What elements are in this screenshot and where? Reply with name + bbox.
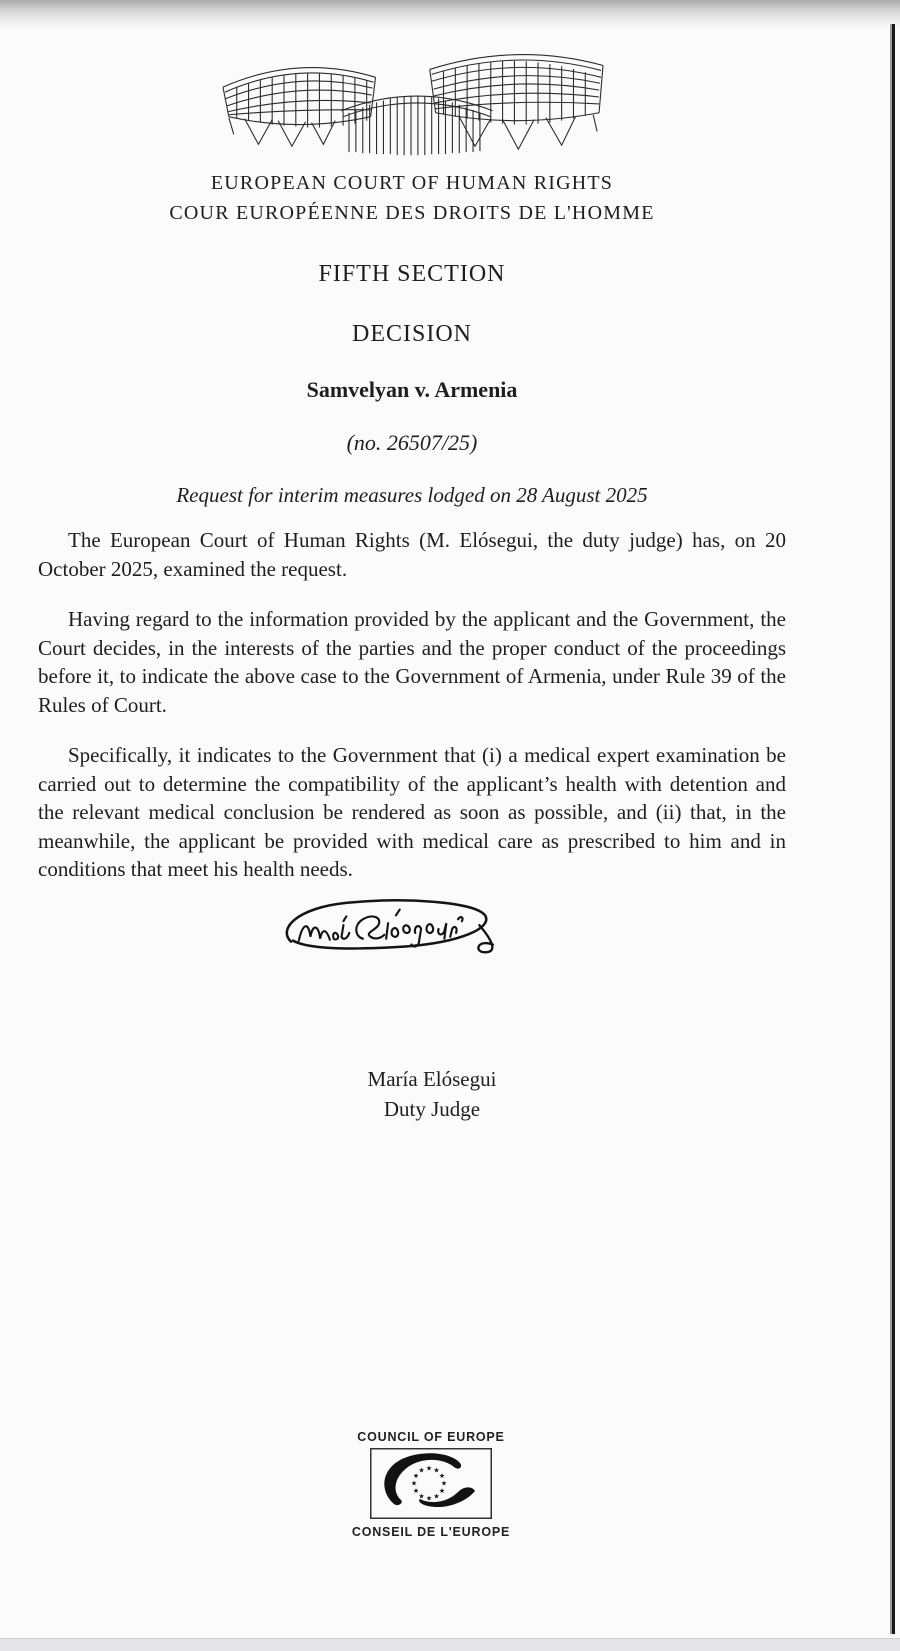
request-line: Request for interim measures lodged on 28 August 2025 <box>176 483 648 507</box>
signatory-name: María Elósegui <box>367 1066 497 1091</box>
svg-text:★: ★ <box>440 1479 448 1488</box>
case-title: Samvelyan v. Armenia <box>306 377 518 402</box>
svg-text:★: ★ <box>412 1472 420 1480</box>
signature-block <box>58 1064 806 1124</box>
paragraph-1: The European Court of Human Rights (M. Elósegui, the duty judge) has, on 20 October 2025, examined the request. <box>38 528 786 581</box>
svg-text:★: ★ <box>412 1487 420 1495</box>
application-number: (no. 26507/25) <box>346 430 478 455</box>
coe-caption-english: COUNCIL OF EUROPE <box>357 1430 505 1444</box>
svg-text:★: ★ <box>418 1466 425 1475</box>
council-of-europe-block <box>0 1430 900 1539</box>
svg-text:★: ★ <box>433 1466 440 1475</box>
decision-heading: DECISION <box>352 321 472 347</box>
signatory-role: Duty Judge <box>383 1096 481 1121</box>
svg-text:★: ★ <box>410 1479 418 1488</box>
paragraph-3: Specifically, it indicates to the Government that (i) a medical expert examination be carried out to determine the compatibility of the applicant’s health with detention and the relevant medical conclusion be rendered as soon as possible, and (ii) that, in the meanwhile, the applicant be provided with medical care as prescribed to him and in conditions that meet his health needs. <box>38 743 786 881</box>
svg-text:★: ★ <box>433 1492 440 1501</box>
paragraph-2: Having regard to the information provided by the applicant and the Government, the Court decides, in the interests of the parties and the proper conduct of the proceedings before it, to indicate the above case to the Government of Armenia, under Rule 39 of the Rules of Court. <box>38 607 786 717</box>
page-edge-line <box>892 24 895 1634</box>
svg-text:★: ★ <box>425 1464 433 1473</box>
svg-text:★: ★ <box>418 1492 425 1501</box>
svg-text:★: ★ <box>425 1494 433 1503</box>
signature-icon <box>266 896 516 962</box>
council-of-europe-icon <box>370 1448 492 1519</box>
court-name-english: EUROPEAN COURT OF HUMAN RIGHTS <box>210 172 614 194</box>
section-heading: FIFTH SECTION <box>318 261 506 287</box>
svg-text:★: ★ <box>438 1487 446 1495</box>
photo-bottom-band <box>0 1638 900 1651</box>
svg-text:★: ★ <box>438 1472 446 1480</box>
echr-building-icon <box>214 34 610 162</box>
court-name-french: COUR EUROPÉENNE DES DROITS DE L'HOMME <box>169 202 655 224</box>
coe-caption-french: CONSEIL DE L'EUROPE <box>351 1525 511 1539</box>
document-content <box>38 0 786 1124</box>
